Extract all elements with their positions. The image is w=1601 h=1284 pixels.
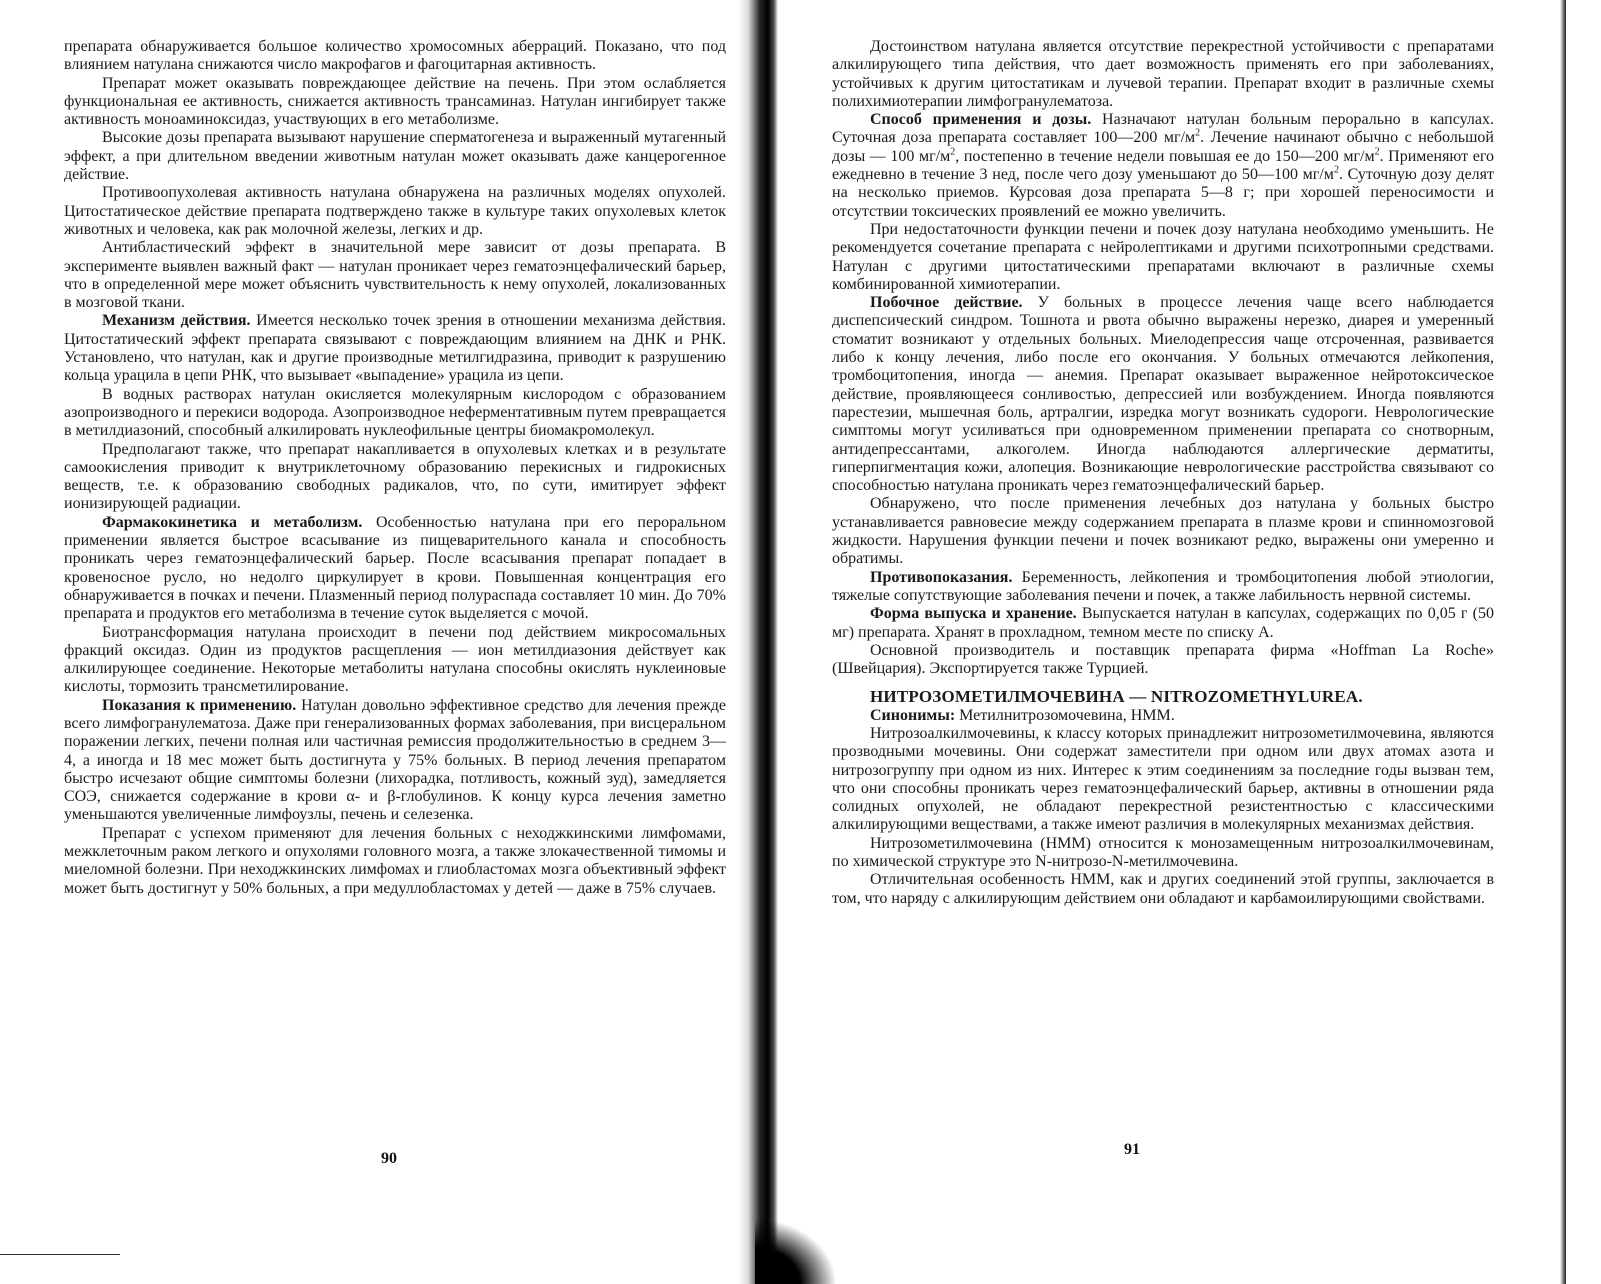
paragraph-text: Назначают натулан больным перорально в капсулах. Суточная доза препарата составляет 100—200 мг/м	[832, 111, 1495, 147]
heading-synonyms: Синонимы:	[870, 706, 956, 724]
page-number-left: 90	[381, 1150, 397, 1167]
paragraph-text: Метилнитрозомочевина, НММ.	[959, 706, 1175, 724]
right-page	[832, 38, 1494, 908]
paragraph: Препарат с успехом применяют для лечения больных с неходжкинскими лимфомами, межклеточным раком легкого и опухолями головного мозга, а также злокачественной тимомы и миеломной болезни. При неходжкинских лимфомах и глиобластомах мозга объективный эффект может быть достигнут у 50% больных, а при медуллобластомах у детей — даже в 75% случаев.	[64, 824, 726, 897]
heading-contraindications: Противопоказания.	[870, 568, 1013, 586]
paragraph-text: Имеется несколько точек зрения в отношении механизма действия. Цитостатический эффект препарата связывают с повреждающим влиянием на ДНК и РНК. Установлено, что натулан, как и другие производные метилгидразина, приводит к разрушению кольца урацила в цепи РНК, что вызывает «выпадение» урацила из цепи.	[64, 312, 726, 385]
paragraph: Основной производитель и поставщик препарата фирма «Hoffman La Roche» (Швейцария). Экспортируется также Турцией.	[832, 641, 1494, 678]
paragraph: При недостаточности функции печени и почек дозу натулана необходимо уменьшить. Не рекомендуется сочетание препарата с нейролептиками и другими психотропными средствами. Натулан с другими цитостатическими препаратами включают в различные схемы комбинированной химиотерапии.	[832, 220, 1494, 293]
superscript: 2	[1374, 146, 1380, 158]
paragraph: Достоинством натулана является отсутствие перекрестной устойчивости с препаратами алкилирующего типа действия, что дает возможность применять его при заболеваниях, устойчивых к другим цитостатикам и лучевой терапии. Препарат входит в различные схемы полихимиотерапии лимфогранулематоза.	[832, 38, 1494, 110]
paragraph-pharmacokinetics	[64, 514, 726, 624]
page-number-right: 91	[1124, 1141, 1140, 1158]
spine-bottom-shadow	[755, 1220, 835, 1284]
scan-artifact-line	[0, 1254, 120, 1255]
paragraph: Нитрозоалкилмочевины, к классу которых принадлежит нитрозометилмочевина, являются прозводными мочевины. Они содержат заместители при одном или двух атомах азота и нитрозогруппу при одном из них. Интерес к этим соединениям за последние годы вызван тем, что они способны проникать через гематоэнцефалический барьер, активны в отношении ряда солидных опухолей, не обладают перекрестной резистентностью с классическими алкилирующими веществами, а также имеют различия в молекулярных механизмах действия.	[832, 724, 1494, 834]
heading-dose: Способ применения и дозы.	[870, 111, 1092, 129]
section-title: НИТРОЗОМЕТИЛМОЧЕВИНА — NITROZOMETHYLUREA.	[870, 687, 1363, 707]
paragraph: Биотрансформация натулана происходит в печени под действием микросомальных фракций оксидаз. Один из продуктов расщепления — ион метилдиазония действует как алкилирующее соединение. Некоторые метаболиты натулана способны окислять нуклеиновые кислоты, тормозить трансметилирование.	[64, 623, 726, 696]
superscript: 2	[950, 146, 956, 158]
paragraph-text: Беременность, лейкопения и тромбоцитопения любой этиологии, тяжелые сопутствующие заболевания печени и почек, а также лабильность нервной системы.	[832, 568, 1495, 604]
paragraph-text: . Суточную дозу делят на несколько приемов. Курсовая доза препарата 5—8 г; при хорошей переносимости и отсутствии токсических проявлений ее можно увеличить.	[832, 166, 1495, 220]
heading-mechanism: Механизм действия.	[102, 312, 251, 330]
paragraph-form	[832, 605, 1494, 642]
superscript: 2	[1195, 128, 1201, 140]
paragraph: Антибластический эффект в значительной мере зависит от дозы препарата. В эксперименте выявлен важный факт — натулан проникает через гематоэнцефалический барьер, что в определенной мере может объяснить чувствительность к нему опухолей, локализованных в мозговой ткани.	[64, 239, 726, 312]
paragraph-text: У больных в процессе лечения чаще всего наблюдается диспепсический синдром. Тошнота и рвота обычно выражены нерезко, диарея и умеренный стоматит возникают у отдельных больных. Миелодепрессия чаще отсроченная, развивается либо к концу лечения, либо после его окончания. У больных отмечаются лейкопения, тромбоцитопения, иногда — анемия. Препарат оказывает выраженное нейротоксическое действие, проявляющееся сонливостью, депрессией или возбуждением. Иногда появляются парестезии, мышечная боль, артралгии, изредка могут возникать судороги. Неврологические симптомы могут усиливаться при одновременном применении препарата со снотворным, антидепрессантами, алкоголем. Иногда наблюдаются аллергические дерматиты, гиперпигментация кожи, алопеция. Возникающие неврологические расстройства связывают со способностью натулана проникать через гематоэнцефалический барьер.	[832, 294, 1495, 495]
page-edge-shadow	[1560, 0, 1566, 1284]
left-page	[64, 38, 726, 898]
paragraph: Высокие дозы препарата вызывают нарушение сперматогенеза и выраженный мутагенный эффект, а при длительном введении животным натулан может оказывать даже канцерогенное действие.	[64, 129, 726, 184]
paragraph-text: Особенностью натулана при его пероральном применении является быстрое всасывание из пищеварительного канала и способность проникать через гематоэнцефалический барьер. После всасывания препарат попадает в кровеносное русло, но недолго циркулирует в крови. Повышенная концентрация его обнаруживается в почках и печени. Плазменный период полураспада составляет 10 мин. До 70% препарата и продуктов его метаболизма в течение суток выделяется с мочой.	[64, 513, 727, 623]
paragraph: В водных растворах натулан окисляется молекулярным кислородом с образованием азопроизводного и перекиси водорода. Азопроизводное неферментативным путем превращается в метилдиазоний, способный алкилировать нуклеофильные центры биомакромолекул.	[64, 385, 726, 440]
heading-pharmacokinetics: Фармакокинетика и метаболизм.	[102, 513, 363, 531]
paragraph-indications	[64, 697, 726, 825]
paragraph-mechanism	[64, 312, 726, 385]
paragraph: Обнаружено, что после применения лечебных доз натулана у больных быстро устанавливается равновесие между содержанием препарата в плазме крови и спинномозговой жидкости. Нарушения функции печени и почек возникают редко, выражены они умеренно и обратимы.	[832, 495, 1494, 568]
paragraph-text: Выпускается натулан в капсулах, содержащих по 0,05 г (50 мг) препарата. Хранят в прохладном, темном месте по списку А.	[832, 605, 1494, 641]
paragraph: Противоопухолевая активность натулана обнаружена на различных моделях опухолей. Цитостатическое действие препарата подтверждено также в культуре таких опухолевых клеток животных и человека, как рак молочной железы, легких и др.	[64, 184, 726, 238]
paragraph-text: . Лечение начинают обычно с небольшой дозы — 100 мг/м	[832, 129, 1494, 165]
superscript: 2	[1333, 164, 1339, 176]
paragraph-text: Натулан довольно эффективное средство для лечения прежде всего лимфогранулематоза. Даже при генерализованных формах заболевания, при висцеральном поражении легких, печени полная или частичная ремиссия продолжительностью в среднем 3—4, а иногда и 18 мес может быть достигнута у 75% больных. В период лечения препаратом быстро исчезают общие симптомы болезни (лихорадка, потливость, кожный зуд), замедляется СОЭ, снижается содержание в крови α- и β-глобулинов. К концу курса лечения заметно уменьшаются увеличенные лимфоузлы, печень и селезенка.	[64, 696, 727, 824]
paragraph-side-effects	[832, 294, 1494, 495]
book-spine-shadow	[738, 0, 778, 1284]
paragraph: Нитрозометилмочевина (НММ) относится к монозамещенным нитрозоалкилмочевинам, по химической структуре это N-нитрозо-N-метилмочевина.	[832, 834, 1494, 871]
heading-side-effects: Побочное действие.	[870, 294, 1023, 312]
paragraph: Предполагают также, что препарат накапливается в опухолевых клетках и в результате самоокисления приводит к внутриклеточному образованию перекисных и гидрокисных веществ, т.е. к образованию свободных радикалов, что, по сути, имитирует эффект ионизирующей радиации.	[64, 440, 726, 513]
paragraph: Препарат может оказывать повреждающее действие на печень. При этом ослабляется функциональная ее активность, снижается активность трансаминаз. Натулан ингибирует также активность моноаминоксидаз, участвующих в его метаболизме.	[64, 74, 726, 129]
paragraph-contraindications	[832, 569, 1494, 606]
heading-form: Форма выпуска и хранение.	[870, 605, 1077, 623]
paragraph-dose	[832, 111, 1494, 221]
paragraph-text: . Применяют его ежедневно в течение 3 нед, после чего дозу уменьшают до 50—100 мг/м	[832, 147, 1495, 184]
paragraph-text: , постепенно в течение недели повышая ее до 150—200 мг/м	[955, 147, 1375, 165]
heading-indications: Показания к применению.	[102, 696, 297, 714]
paragraph: Отличительная особенность НММ, как и других соединений этой группы, заключается в том, что наряду с алкилирующим действием они обладают и карбамоилирующими свойствами.	[832, 871, 1494, 907]
paragraph: препарата обнаруживается большое количество хромосомных аберраций. Показано, что под влиянием натулана снижаются число макрофагов и фагоцитарная активность.	[64, 38, 726, 74]
paragraph-synonyms	[832, 707, 1494, 725]
